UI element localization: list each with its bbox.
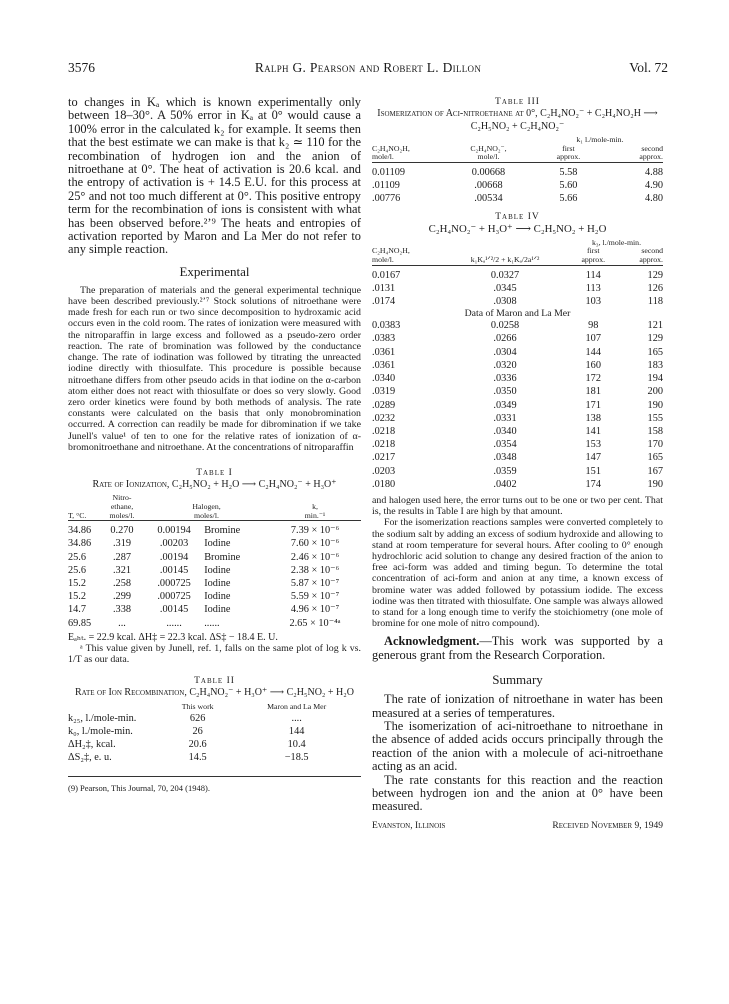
received-date: Received November 9, 1949 [552, 820, 663, 831]
table-2-cell: 10.4 [287, 738, 306, 750]
table-4-cell: 114 [585, 269, 601, 281]
table-4-maron-row [372, 385, 663, 398]
table-4-cell: 129 [647, 269, 663, 281]
table-4-maron-cell: 121 [647, 320, 663, 332]
table-4-maron-cell: .0340 [372, 373, 396, 385]
table-1-cell: .00203 [159, 538, 189, 550]
table-2-cell: k₂₅, l./mole-min. [68, 712, 137, 724]
table-1-cell: Iodine [204, 578, 231, 590]
table-4-maron-cell: .0359 [493, 465, 517, 477]
experimental-heading: Experimental [179, 263, 250, 279]
table-1 [68, 467, 361, 666]
table-1-cell: 2.46 × 10⁻⁶ [290, 551, 340, 563]
table-1-cell: 34.86 [68, 538, 92, 550]
table-4-maron-cell: 0.0258 [490, 320, 520, 332]
table-2-title: Rate of Ion Recombination, C₂H₄NO₂⁻ + H₃O⁺ ⟶ C₂H₅NO₂ + H₂O [75, 687, 354, 699]
table-3-cell: 5.60 [559, 179, 578, 191]
table-1-label: Table I [196, 467, 233, 478]
table-1-cell: .000725 [157, 578, 191, 590]
table-1-row [68, 564, 361, 577]
table-3-title: Isomerization of Aci-nitroethane at 0°, C₂H₄NO₂⁻ + C₂H₄NO₂H ⟶ C₂H₅NO₂ + C₂H₄NO₂⁻ [377, 108, 658, 132]
table-4-maron-cell: .0402 [493, 478, 517, 490]
table-2-row [68, 738, 361, 751]
table-3-head-first: first approx. [556, 143, 581, 162]
table-4-cell: .0308 [493, 296, 517, 308]
table-4-maron-cell: .0289 [372, 399, 396, 411]
table-4-maron-cell: 183 [647, 359, 663, 371]
summary-point-3: The rate constants for this reaction and the reaction between hydrogen ion and the anion at 0° have been measured. [372, 772, 663, 814]
table-1-cell: .00194 [159, 551, 189, 563]
table-4-cell: 113 [585, 282, 601, 294]
table-4-maron-cell: .0203 [372, 465, 396, 477]
right-column [372, 96, 663, 831]
table-4-maron-cell: 153 [585, 439, 601, 451]
running-header [68, 60, 668, 76]
acknowledgment-text: —This work was supported by a generous grant from the Research Corporation. [372, 634, 663, 662]
table-1-row [68, 577, 361, 590]
table-1-cell: 5.59 × 10⁻⁷ [290, 591, 340, 603]
table-4-maron-row [372, 451, 663, 464]
table-3-cell: .00668 [474, 179, 503, 191]
table-4-maron-cell: 171 [585, 399, 601, 411]
table-2-row [68, 751, 361, 764]
table-4-maron-cell: 129 [647, 333, 663, 345]
table-2-row [68, 725, 361, 738]
table-1-cell: .00145 [159, 564, 189, 576]
table-4-cell: .0174 [372, 296, 396, 308]
table-2-cell: −18.5 [284, 752, 309, 764]
table-3-cell: 0.00668 [471, 166, 506, 178]
table-4-maron-row [372, 478, 663, 491]
table-1-grid [68, 494, 361, 629]
table-4-maron-cell: 144 [585, 346, 601, 358]
table-4-cell: 0.0327 [490, 269, 520, 281]
table-3-group-head: k₁ l./mole-min. [576, 135, 624, 144]
table-1-cell: 34.86 [68, 525, 92, 537]
table-4-maron-cell: .0218 [372, 425, 396, 437]
table-3-cell: 4.90 [644, 179, 663, 191]
table-4-maron-cell: 200 [647, 386, 663, 398]
table-4-maron-cell: .0304 [493, 346, 517, 358]
table-3-cell: .00776 [372, 193, 401, 205]
table-1-cell: 0.00194 [157, 525, 191, 537]
footnote-9: (9) Pearson, This Journal, 70, 204 (1948). [68, 776, 361, 794]
table-1-cell: Iodine [204, 538, 231, 550]
table-1-row [68, 524, 361, 537]
table-1-cell: .258 [112, 578, 132, 590]
table-1-cell: .321 [112, 564, 132, 576]
table-4-maron-cell: 0.0383 [372, 320, 401, 332]
table-4-maron-cell: .0383 [372, 333, 396, 345]
table-1-cell: .000725 [157, 591, 191, 603]
table-1-cell: Iodine [204, 591, 231, 603]
table-4-maron-cell: .0354 [493, 439, 517, 451]
table-4-maron-row [372, 346, 663, 359]
table-4-maron-cell: .0361 [372, 359, 396, 371]
table-1-energetics: Eₐₕₜ. = 22.9 kcal. ΔH‡ = 22.3 kcal. ΔS‡ − 18.4 E. U. [68, 631, 278, 643]
table-4-row [372, 295, 663, 308]
table-1-head-halogen: Halogen, moles/l. [192, 502, 221, 520]
table-1-cell: 0.270 [110, 525, 134, 537]
table-1-cell: 15.2 [68, 591, 87, 603]
table-4-maron-cell: .0361 [372, 346, 396, 358]
table-1-head-k: k, min.⁻¹ [304, 502, 326, 520]
table-1-row [68, 551, 361, 564]
table-4-label: Table IV [495, 212, 540, 223]
table-4-maron-cell: 141 [585, 425, 601, 437]
table-3-row [372, 166, 663, 179]
table-1-cell: Bromine [204, 551, 241, 563]
table-4-cell: 0.0167 [372, 269, 401, 281]
table-4-maron-row [372, 465, 663, 478]
experimental-paragraph: The preparation of materials and the general experimental technique have been described previously.²ʼ⁷ Stock solutions of nitroethane were made fresh for each run or two since decomposition to hydroxamic acid occurs even in the cold room. The rates of ionization were measured with the nitroparaffin in large excess and followed as a pseudo-zero order reaction. The rate of bromination was followed by the conductance change. The rate of iodination was followed by titrating the unreacted iodine directly with thiosulfate. This procedure is possible because nitroethane differs from other pseudo acids in that iodine on the α-carbon atom either does not react with thiosulfate or does so very slowly. Good zero order kinetics were found by both methods of analysis. The rate constants were calculated on the basis that only monobromination occurred. A correction can readily be made for dibromination if we take Junell's value¹ of ten to one for the relative rates of ionization of α-bromonitroethane and nitroethane. At the concentrations of nitroparaffin [68, 284, 361, 453]
table-4-maron-row [372, 425, 663, 438]
intro-paragraph: to changes in Kₐ which is known experimentally only between 18–30°. A 50% error in Kₐ at 0° would cause a 100% error in the calculated k₂ for example. It seems then that the best estimate we can make is that k₂ ≃ 110 for the recombination of hydrogen ion and the anion of nitroethane at 0°. The heat of activation is 20.6 kcal. and the entropy of activation is + 14.5 E.U. for this process at 25° and not too much different at 0°. This positive entropy term for the recombination of ions is consistent with what has been observed before.²ʼ⁹ The heats and entropies of activation reported by Maron and La Mer do not refer to any simple reaction. [68, 95, 361, 257]
table-2-cell: .... [291, 712, 302, 724]
table-4-maron-cell: .0319 [372, 386, 396, 398]
table-4-row [372, 269, 663, 282]
table-4-maron-cell: 190 [647, 478, 663, 490]
table-1-cell: ...... [204, 617, 220, 629]
table-1-cell: 7.60 × 10⁻⁶ [290, 538, 340, 550]
table-4-maron-cell: 174 [585, 478, 601, 490]
table-4-maron-cell: 158 [647, 425, 663, 437]
table-3-cell: 4.88 [644, 166, 663, 178]
table-1-cell: 14.7 [68, 604, 87, 616]
table-4-cell: 103 [585, 296, 601, 308]
table-1-cell: 7.39 × 10⁻⁶ [290, 525, 340, 537]
table-1-row [68, 590, 361, 603]
table-1-cell: ...... [166, 617, 182, 629]
table-4-grid [372, 239, 663, 491]
table-4-maron-row [372, 399, 663, 412]
table-4-head-second: second approx. [639, 246, 663, 265]
table-2-head-maron: Maron and La Mer [267, 701, 327, 711]
table-3-label: Table III [495, 97, 540, 107]
table-4-head-first: first approx. [581, 246, 606, 265]
table-4-maron-cell: 172 [585, 373, 601, 385]
table-4-maron-row [372, 319, 663, 332]
table-4-maron-cell: 170 [647, 439, 663, 451]
table-2 [68, 675, 361, 764]
table-4-maron-row [372, 332, 663, 345]
table-4-maron-cell: 194 [647, 373, 663, 385]
table-1-cell: 25.6 [68, 564, 87, 576]
table-1-cell: Bromine [204, 525, 241, 537]
table-3-cell: 5.66 [559, 193, 578, 205]
table-2-cell: ΔH₂‡, kcal. [68, 738, 116, 750]
table-1-cell: .287 [112, 551, 132, 563]
table-2-row [68, 712, 361, 725]
table-3-head-acid: C₂H₄NO₂H, mole/l. [372, 143, 410, 162]
table-3-cell: 4.80 [644, 193, 663, 205]
acknowledgment-paragraph [372, 635, 663, 662]
table-4-maron-row [372, 359, 663, 372]
table-1-head-nitro: Nitro- ethane, moles/l. [109, 493, 135, 520]
page-number: 3576 [68, 60, 95, 75]
table-4-maron-row [372, 372, 663, 385]
continuation-paragraph: and halogen used here, the error turns out to be one or two per cent. That is, the results in Table I are high by that amount. [372, 494, 663, 518]
table-4-maron-cell: .0336 [493, 373, 517, 385]
table-4-maron-cell: .0348 [493, 452, 517, 464]
table-4-maron-cell: .0349 [493, 399, 517, 411]
table-1-row [68, 617, 361, 630]
table-3 [372, 96, 663, 205]
table-4-maron-cell: 181 [585, 386, 601, 398]
left-column [68, 96, 361, 794]
table-4-head-expression: k₁Kₐ¹ᐟ²/2 + k₁Kₐ/2a¹ᐟ² [470, 255, 540, 265]
table-2-label: Table II [194, 676, 235, 687]
table-2-cell: 144 [288, 725, 305, 737]
table-1-cell: Iodine [204, 564, 231, 576]
table-2-cell: k₀, l./mole-min. [68, 725, 133, 737]
table-1-cell: .319 [112, 538, 132, 550]
table-1-footnote: ᵃ This value given by Junell, ref. 1, falls on the same plot of log k vs. 1/T as our data. [68, 643, 361, 666]
table-3-grid [372, 136, 663, 205]
table-4-maron-cell: 98 [588, 320, 599, 332]
table-1-row [68, 603, 361, 616]
table-4-maron-cell: .0266 [493, 333, 517, 345]
table-1-cell: 25.6 [68, 551, 87, 563]
table-4-cell: .0345 [493, 282, 517, 294]
table-4-maron-cell: .0217 [372, 452, 396, 464]
table-4-title: C₂H₄NO₂⁻ + H₃O⁺ ⟶ C₂H₅NO₂ + H₂O [428, 223, 607, 236]
table-3-head-second: second approx. [639, 143, 663, 162]
table-3-row [372, 179, 663, 192]
table-4-maron-cell: 167 [647, 465, 663, 477]
table-2-cell: 26 [192, 725, 203, 737]
table-4-maron-cell: .0232 [372, 412, 396, 424]
table-4-cell: .0131 [372, 282, 396, 294]
table-4-maron-cell: 151 [585, 465, 601, 477]
table-4-maron-cell: 165 [647, 452, 663, 464]
table-4-maron-row [372, 412, 663, 425]
volume-label: Vol. 72 [629, 60, 668, 75]
table-1-cell: 4.96 × 10⁻⁷ [290, 604, 340, 616]
table-4-maron-cell: 107 [585, 333, 601, 345]
table-4-maron-cell: 138 [585, 412, 601, 424]
table-4-maron-cell: .0340 [493, 425, 517, 437]
table-4-maron-cell: 160 [585, 359, 601, 371]
table-4-maron-cell: 155 [647, 412, 663, 424]
table-4-subheading: Data of Maron and La Mer [464, 308, 571, 320]
table-1-cell: Iodine [204, 604, 231, 616]
running-authors: Ralph G. Pearson and Robert L. Dillon [254, 60, 482, 75]
summary-point-1: The rate of ionization of nitroethane in water has been measured at a series of temperatures. [372, 692, 663, 720]
table-1-cell: 69.85 [68, 617, 92, 629]
table-1-cell: ... [118, 617, 126, 629]
table-1-cell: .299 [112, 591, 132, 603]
table-2-head-blank [68, 703, 163, 712]
table-1-cell: .00145 [159, 604, 189, 616]
table-2-cell: 626 [189, 712, 206, 724]
table-1-cell: 5.87 × 10⁻⁷ [290, 578, 340, 590]
table-1-cell: 2.65 × 10⁻⁴ᵃ [289, 617, 341, 629]
table-3-head-anion: C₂H₄NO₂⁻, mole/l. [470, 143, 507, 162]
table-3-cell: 0.01109 [372, 166, 406, 178]
table-4-maron-cell: 147 [585, 452, 601, 464]
table-3-cell: 5.58 [559, 166, 578, 178]
table-1-head-t: T, °C. [68, 510, 87, 520]
table-3-cell: .01109 [372, 179, 400, 191]
isomerization-paragraph: For the isomerization reactions samples were converted completely to the sodium salt by adding an excess of sodium hydroxide and allowing to stand at room temperature for several hours. After cooling to 0° enough hydrochloric acid solution to change any desired fraction of the anion to free aci-form was added and timing begun. To determine the total concentration of aci-form and anion at any time, a known excess of bromine water was added followed by potassium iodide. The excess iodine was then titrated with thiosulfate. One sample was always allowed to stand for a long enough time to verify the stoichiometry (one mole of bromine for one mole of nitro compound). [372, 517, 663, 630]
table-1-cell: 15.2 [68, 578, 87, 590]
table-4-maron-cell: .0350 [493, 386, 517, 398]
table-4-maron-cell: .0218 [372, 439, 396, 451]
table-3-cell: .00534 [474, 193, 503, 205]
table-2-cell: 20.6 [188, 738, 207, 750]
summary-heading: Summary [492, 672, 543, 688]
table-4-maron-cell: .0180 [372, 478, 396, 490]
summary-point-2: The isomerization of aci-nitroethane to nitroethane in the absence of added acids occurs principally through the reaction of the anion with a molecule of aci-nitroethane acting as an acid. [372, 718, 663, 774]
table-4-maron-row [372, 438, 663, 451]
table-4-head-acid: C₂H₄NO₂H, mole/l. [372, 246, 410, 265]
table-4-maron-cell: .0320 [493, 359, 517, 371]
acknowledgment-label: Acknowledgment. [384, 634, 480, 649]
table-4-cell: 126 [647, 282, 663, 294]
table-1-cell: 2.38 × 10⁻⁶ [290, 564, 340, 576]
signature-line [372, 821, 663, 831]
table-2-cell: 14.5 [188, 752, 207, 764]
table-4-row [372, 282, 663, 295]
table-4-maron-cell: 190 [647, 399, 663, 411]
table-1-cell: .338 [112, 604, 132, 616]
table-3-row [372, 192, 663, 205]
table-4-cell: 118 [647, 296, 663, 308]
table-1-row [68, 537, 361, 550]
table-4-maron-cell: .0331 [493, 412, 517, 424]
table-4-maron-cell: 165 [647, 346, 663, 358]
table-1-title: Rate of Ionization, C₂H₅NO₂ + H₂O ⟶ C₂H₄NO₂⁻ + H₃O⁺ [92, 478, 337, 490]
table-2-head-this-work: This work [181, 701, 214, 711]
table-4-group-head: k₃, l./mole-min. [591, 237, 642, 247]
table-2-cell: ΔS₂‡, e. u. [68, 752, 112, 764]
table-2-grid [68, 703, 361, 764]
location: Evanston, Illinois [372, 820, 446, 831]
table-4 [372, 211, 663, 491]
